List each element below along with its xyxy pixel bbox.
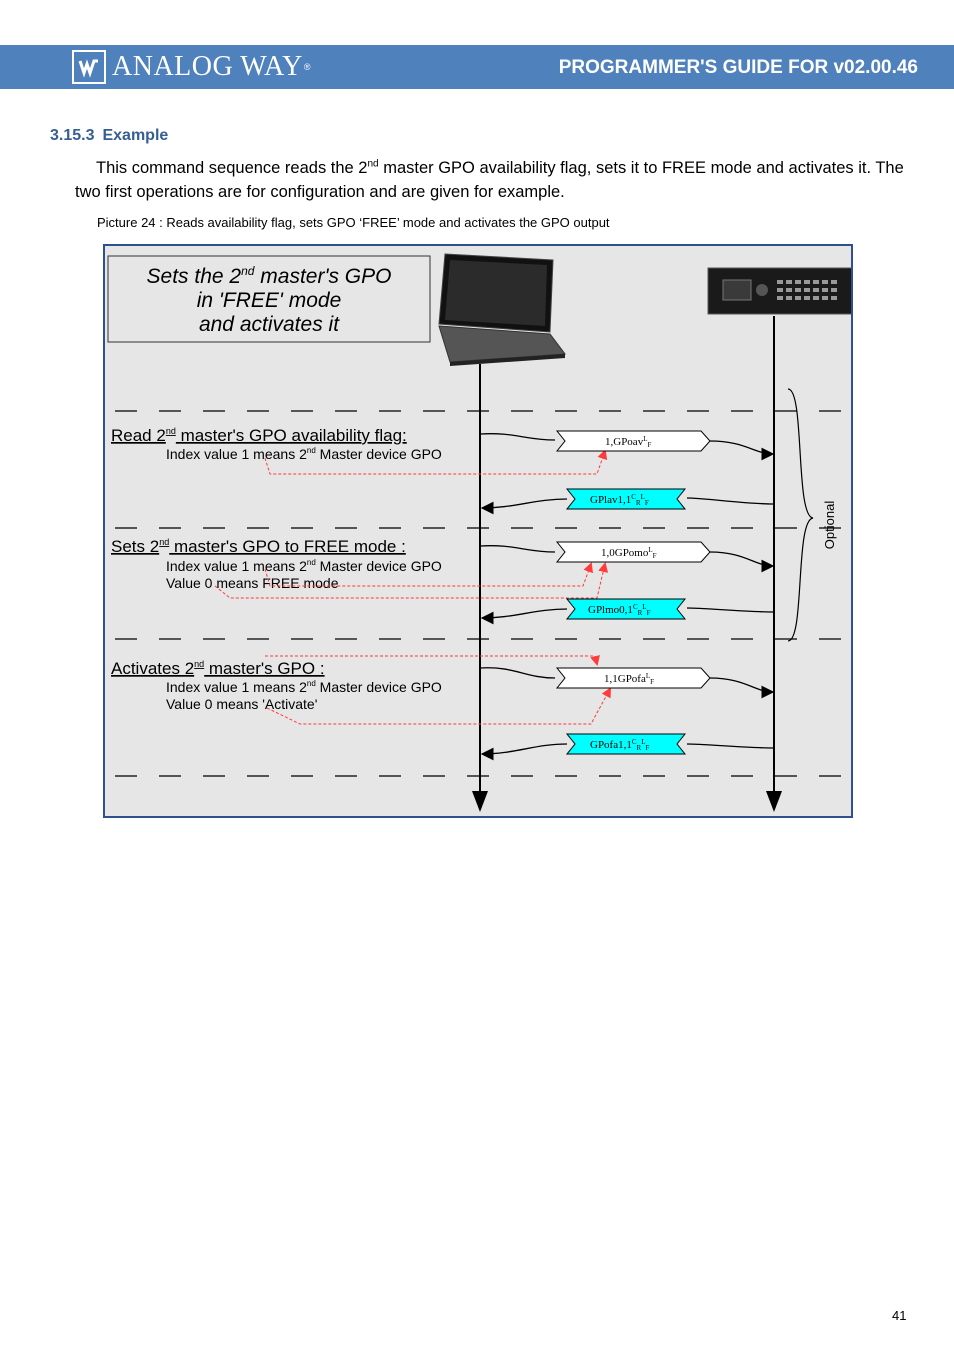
analog-way-logo [72, 50, 311, 84]
svg-text:Sets 2nd master's GPO to FREE: Sets 2nd master's GPO to FREE mode : [111, 537, 406, 556]
svg-text:1,1GPofaLF: 1,1GPofa$^L_F$ [604, 672, 655, 686]
svg-text:in 'FREE' mode: in 'FREE' mode [196, 289, 342, 312]
svg-text:GPlav1,1CRLF: $GPlav1,1^C_R^L_F$ [590, 493, 649, 507]
header-title: PROGRAMMER'S GUIDE FOR v02.00.46 [558, 57, 918, 78]
step-activate [111, 659, 442, 712]
svg-text:GPlmo0,1CRLF: $GPlmo0,1^C_R^L_F$ [588, 603, 651, 617]
svg-text:1,GPoavLF: 1,GPoav$^L_F$ [605, 435, 652, 449]
svg-text:Activates 2nd master's GPO :: Activates 2nd master's GPO : [111, 659, 325, 678]
step-set-free-mode [111, 537, 442, 591]
svg-text:1,0GPomoLF: 1,0GPomo$^L_F$ [601, 546, 657, 560]
response-message-3 [482, 734, 774, 754]
paragraph-text-1: This command sequence reads the 2 [96, 159, 368, 177]
svg-text:Index value 1 means 2nd Master: Index value 1 means 2nd Master device GPO [166, 679, 442, 695]
svg-text:GPofa1,1CRLF: $GPofa1,1^C_R^L_F$ [590, 738, 650, 752]
section-title: Example [102, 127, 169, 144]
svg-text:Value 0 means FREE mode: Value 0 means FREE mode [166, 575, 339, 591]
page-header [0, 45, 954, 89]
sequence-diagram [103, 244, 853, 818]
paragraph-sup: nd [367, 158, 379, 170]
step-read-availability [111, 426, 442, 462]
section-heading [50, 127, 168, 145]
svg-text:Optional: Optional [822, 500, 837, 550]
switcher-device-icon [708, 268, 851, 314]
figure-caption: Picture 24 : Reads availability flag, sets GPO ‘FREE’ mode and activates the GPO output [97, 215, 610, 230]
svg-text:Read 2nd master's GPO availabi: Read 2nd master's GPO availability flag: [111, 426, 407, 445]
svg-text:Value 0 means 'Activate': Value 0 means 'Activate' [166, 696, 318, 712]
command-message-1 [480, 431, 773, 454]
logo-mark-icon [72, 50, 106, 84]
response-message-2 [482, 599, 774, 619]
svg-text:Index value 1 means 2nd Master: Index value 1 means 2nd Master device GPO [166, 558, 442, 574]
page-number: 41 [892, 1308, 907, 1323]
svg-text:Sets the 2nd master's GPO: Sets the 2nd master's GPO [146, 264, 392, 288]
registered-mark: ® [303, 62, 311, 72]
laptop-icon [439, 254, 565, 366]
brand-name: ANALOG WAY [112, 51, 303, 82]
svg-text:and activates it: and activates it [198, 313, 340, 336]
command-message-3 [480, 668, 773, 692]
diagram-title-box [108, 256, 430, 342]
section-number: 3.15.3 [50, 127, 95, 144]
optional-brace [788, 389, 837, 641]
body-paragraph [75, 156, 905, 204]
paragraph-text-2: master GPO availability flag, sets it to FREE mode and activates it. The two first operations are for configuration and are given for example. [75, 159, 904, 201]
command-message-2 [480, 542, 773, 566]
svg-text:Index value 1 means 2nd Master: Index value 1 means 2nd Master device GPO [166, 446, 442, 462]
response-message-1 [482, 489, 774, 509]
